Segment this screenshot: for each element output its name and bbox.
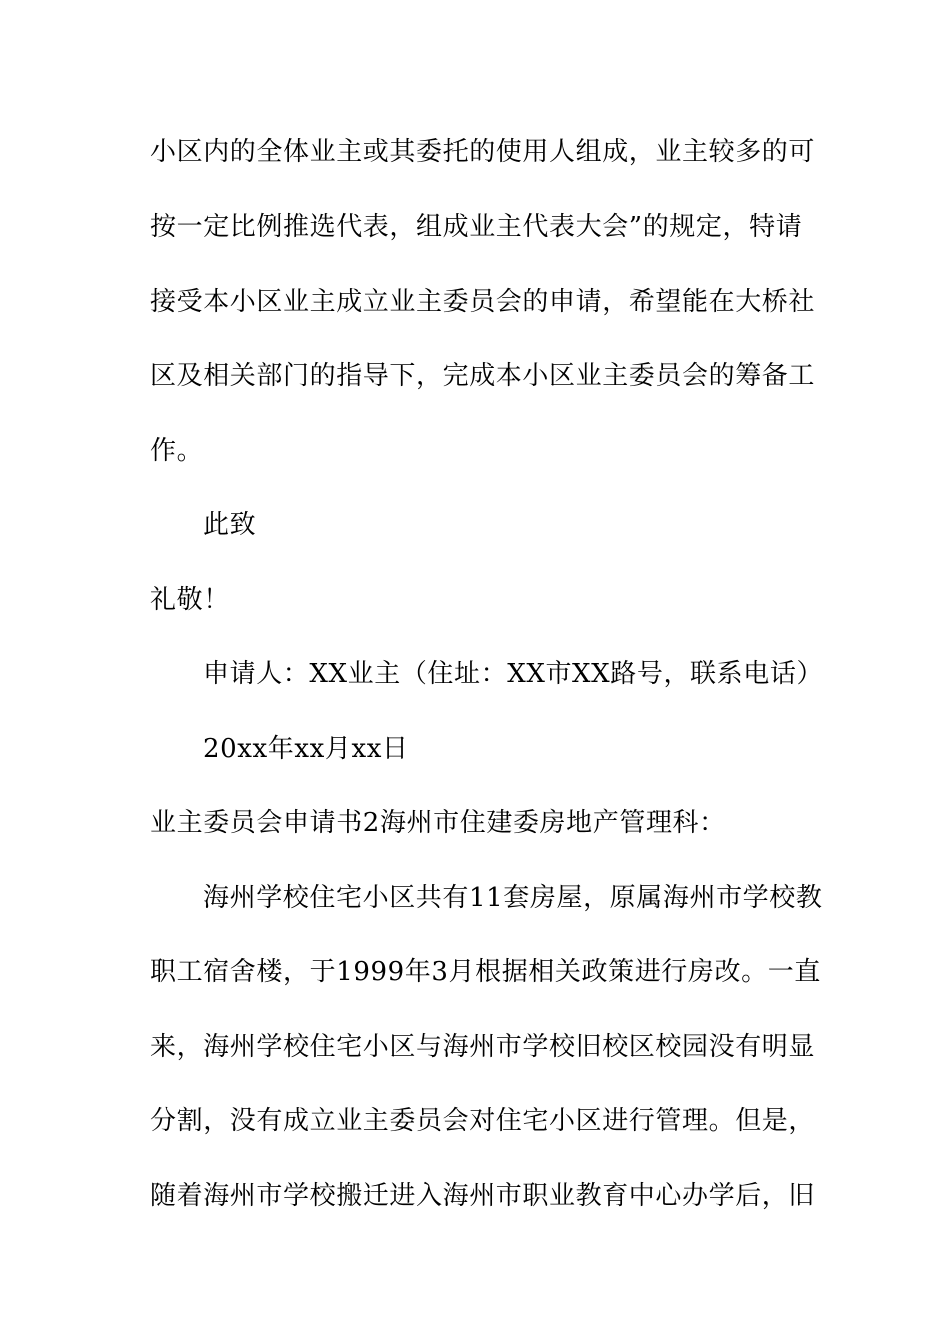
paragraph-line: 分割，没有成立业主委员会对住宅小区进行管理。但是， [150, 1106, 816, 1136]
paragraph-line: 按一定比例推选代表，组成业主代表大会”的规定，特请 [150, 212, 803, 242]
paragraph-line: 接受本小区业主成立业主委员会的申请，希望能在大桥社 [150, 287, 816, 317]
paragraph-line: 随着海州市学校搬迁进入海州市职业教育中心办学后，旧 [150, 1181, 816, 1211]
closing-greeting: 礼敬！ [150, 585, 230, 615]
paragraph-line: 海州学校住宅小区共有11套房屋，原属海州市学校教 [203, 883, 823, 913]
paragraph-line: 来，海州学校住宅小区与海州市学校旧校区校园没有明显 [150, 1032, 816, 1062]
paragraph-line: 作。 [150, 436, 204, 466]
paragraph-line: 小区内的全体业主或其委托的使用人组成，业主较多的可 [150, 137, 816, 167]
applicant-signature: 申请人：XX业主（住址：XX市XX路号，联系电话） [203, 659, 824, 689]
closing-salutation: 此致 [203, 510, 257, 540]
paragraph-line: 职工宿舍楼，于1999年3月根据相关政策进行房改。一直 [150, 957, 821, 987]
paragraph-line: 区及相关部门的指导下，完成本小区业主委员会的筹备工 [150, 361, 816, 391]
letter-heading: 业主委员会申请书2海州市住建委房地产管理科： [150, 808, 726, 838]
date-line: 20xx年xx月xx日 [203, 734, 409, 764]
